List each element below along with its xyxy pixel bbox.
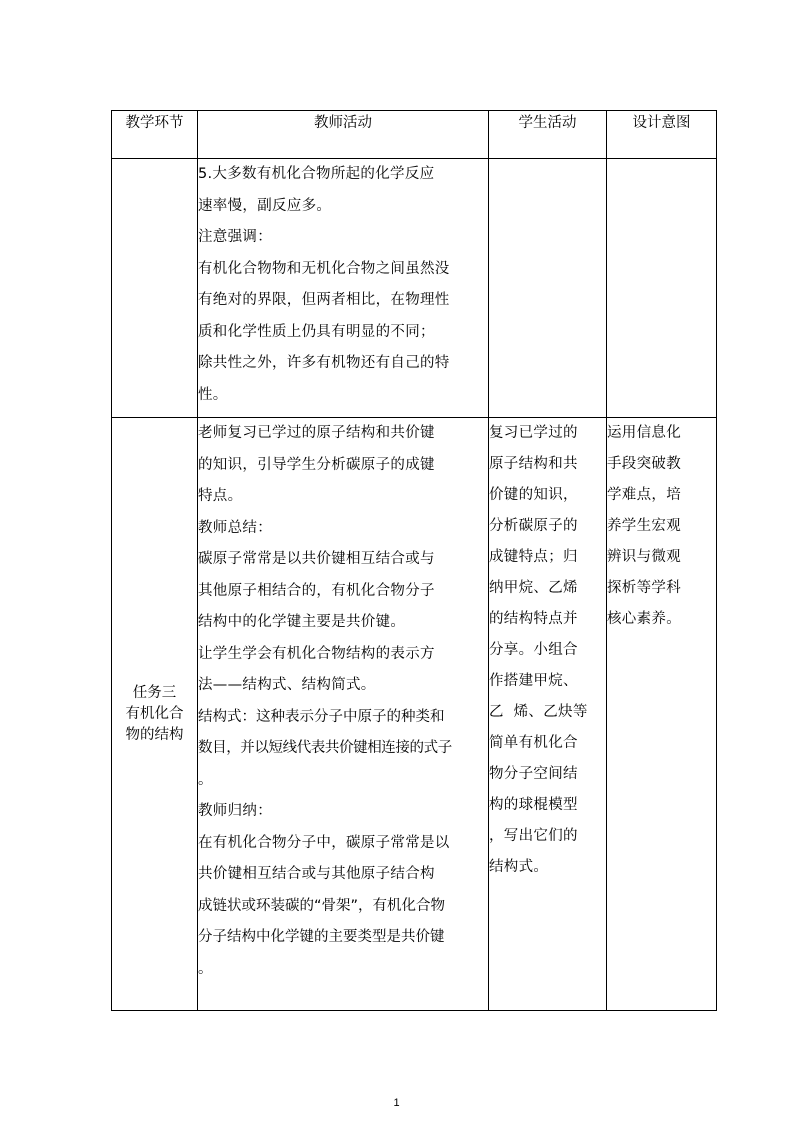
text-line: 有机化合物物和无机化合物之间虽然没 [198,260,450,277]
text-line: 分享。小组合 [489,642,578,658]
text-line: 结构式：这种表示分子中原子的种类和 [198,708,445,725]
text-line: 辨识与微观 [607,549,681,565]
text-line: 构的球棍模型 [489,797,578,813]
text-line: 质和化学性质上仍具有明显的不同； [198,323,435,340]
text-line: 注意强调： [198,229,272,245]
header-design-intent: 设计意图 [607,111,717,159]
text-line: 学难点，培 [607,487,681,503]
table-row [112,159,717,418]
text-line: 老师复习已学过的原子结构和共价键 [198,425,435,441]
text-line: 原子结构和共 [489,456,578,472]
teacher-activity-cell [198,159,489,418]
teacher-activity-cell [198,418,489,1011]
stage-cell [112,418,198,1011]
page-number: 1 [393,1097,400,1109]
text-line: 其他原子相结合的，有机化合物分子 [198,582,435,599]
text-line: 特点。 [198,488,243,504]
student-activity-cell [489,159,607,418]
text-line: 运用信息化 [607,425,681,441]
text-line: 碳原子常常是以共价键相互结合或与 [198,551,435,567]
text-line: 除共性之外，许多有机物还有自己的特 [198,355,450,371]
stage-line: 物的结构 [125,726,184,743]
table-row [112,418,717,1011]
text-line: 简单有机化合 [489,735,578,751]
text-line: 教师归纳： [198,803,272,819]
text-line: 乙 烯、乙炔等 [489,704,588,720]
text-line: 的结构特点并 [489,611,578,627]
stage-line: 任务三 [132,684,177,701]
text-line: 有绝对的界限，但两者相比，在物理性 [198,292,450,308]
text-line: 手段突破教 [607,456,681,472]
text-line: 数目，并以短线代表共价键相连接的式子 [198,740,452,756]
text-line: 5.大多数有机化合物所起的化学反应 [198,166,435,182]
text-line: 速率慢，副反应多。 [198,197,332,214]
text-line: 结构中的化学键主要是共价键。 [198,614,406,630]
header-teaching-stage: 教学环节 [112,111,198,159]
text-line: 探析等学科 [607,580,681,596]
lesson-plan-table [111,110,717,1011]
text-line: 法——结构式、结构简式。 [198,677,376,693]
student-activity-cell [489,418,607,1011]
header-student-activity: 学生活动 [489,111,607,159]
text-line: 。 [198,771,213,788]
text-line: 纳甲烷、乙烯 [489,580,578,596]
stage-cell [112,159,198,418]
text-line: 成键特点；归 [489,549,578,565]
text-line: 教师总结： [198,519,272,536]
header-teacher-activity: 教师活动 [198,111,489,159]
text-line: 复习已学过的 [489,425,578,441]
text-line: 分子结构中化学键的主要类型是共价键 [198,929,445,945]
text-line: ，写出它们的 [489,828,578,844]
text-line: 分析碳原子的 [489,518,578,534]
text-line: 物分子空间结 [489,766,578,782]
stage-line: 有机化合 [125,705,184,722]
text-line: 性。 [198,386,228,403]
text-line: 让学生学会有机化合物结构的表示方 [198,645,435,662]
design-intent-cell [607,159,717,418]
text-line: 的知识，引导学生分析碳原子的成键 [198,456,435,473]
design-intent-cell [607,418,717,1011]
header-row [112,111,717,159]
text-line: 结构式。 [489,859,549,875]
text-line: 价键的知识， [489,487,578,503]
text-line: 作搭建甲烷、 [489,673,578,689]
text-line: 养学生宏观 [607,518,681,534]
text-line: 在有机化合物分子中，碳原子常常是以 [198,834,450,851]
text-line: 。 [198,960,213,977]
text-line: 核心素养。 [607,611,681,627]
text-line: 共价键相互结合或与其他原子结合构 [198,866,435,882]
text-line: 成链状或环装碳的“骨架”，有机化合物 [198,897,446,914]
